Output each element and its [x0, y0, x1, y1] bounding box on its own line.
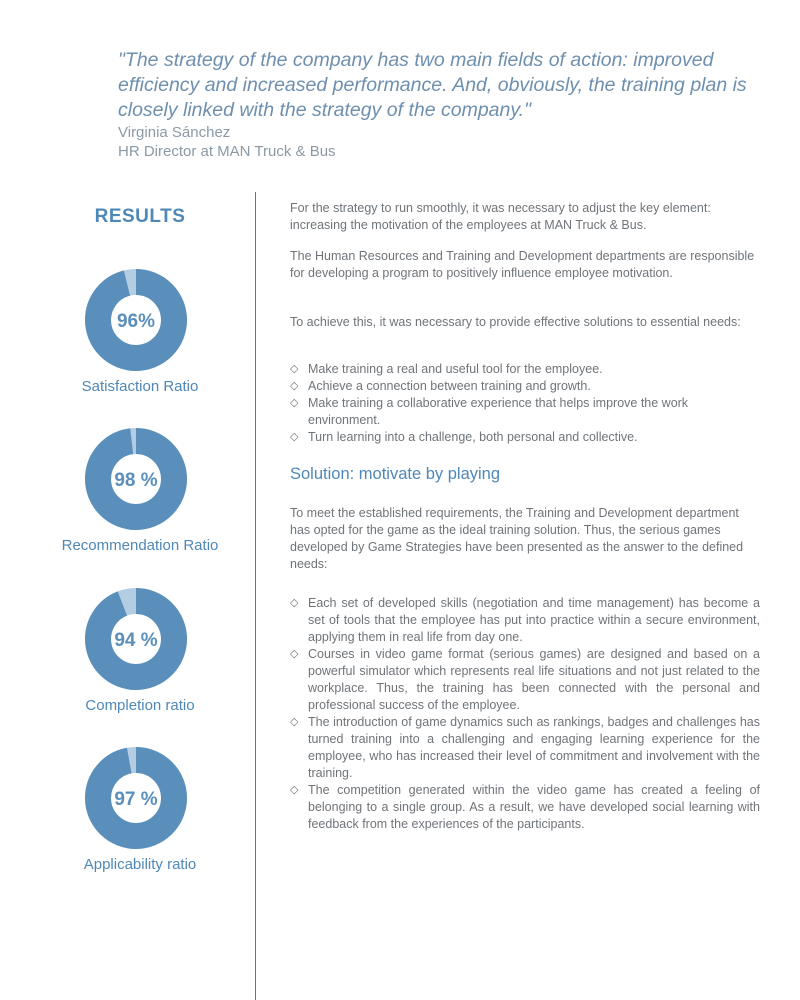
list-item: ◇ The introduction of game dynamics such as rankings, badges and challenges has turned training into a challenging and engaging learning experience for the employee, who has increased their level of commitment and involvement with the training. — [290, 715, 760, 780]
intro-paragraph-3 — [290, 314, 760, 331]
solution-intro-text: To meet the established requirements, the Training and Development department has opted for the game as the ideal training solution. Thus, the serious games developed by Game Strategies have been presented as the answer to the defined needs: — [290, 506, 744, 571]
diamond-bullet-icon: ◇ — [290, 784, 299, 796]
vertical-divider — [255, 192, 256, 1000]
diamond-bullet-icon: ◇ — [290, 397, 299, 409]
list-item: ◇ The competition generated within the video game has created a feeling of belonging to a single group. As a result, we have developed social learning with feedback from the experiences of the participants. — [290, 783, 760, 831]
intro-text-3: To achieve this, it was necessary to provide effective solutions to essential needs: — [290, 315, 741, 329]
list-item: ◇ Courses in video game format (serious games) are designed and based on a powerful simulator which represents real life situations and not just related to the workplace. Thus, the training has been connected with the personal and professional success of the employee. — [290, 647, 760, 712]
metric-label: Recommendation Ratio — [61, 537, 219, 554]
intro-paragraph-1 — [290, 200, 760, 234]
quote-block — [118, 48, 758, 161]
quote-text: "The strategy of the company has two main fields of action: improved efficiency and increased performance. And, obviously, the training plan is closely linked with the strategy of the company." — [118, 49, 747, 121]
list-item: ◇ Make training a collaborative experience that helps improve the work environment. — [290, 396, 689, 427]
completion-donut-chart — [84, 587, 188, 691]
list-item: ◇ Each set of developed skills (negotiation and time management) has become a set of tools that the employee has put into practice within a secure environment, applying them in real life from day one. — [290, 596, 760, 644]
donut-value-text: 96% — [116, 311, 156, 332]
results-title: RESULTS — [94, 206, 186, 227]
metric-label: Completion ratio — [85, 697, 195, 714]
diamond-bullet-icon: ◇ — [290, 648, 299, 660]
list-item: ◇ Turn learning into a challenge, both personal and collective. — [290, 430, 638, 444]
list-item: ◇ Make training a real and useful tool for the employee. — [290, 362, 603, 376]
recommendation-donut-chart — [84, 427, 188, 531]
diamond-bullet-icon: ◇ — [290, 363, 299, 375]
diamond-bullet-icon: ◇ — [290, 597, 299, 609]
applicability-donut-chart — [84, 746, 188, 850]
quote-author: Virginia Sánchez — [118, 124, 231, 141]
intro-paragraph-2 — [290, 248, 760, 282]
donut-value-text: 97 % — [114, 789, 158, 810]
diamond-bullet-icon: ◇ — [290, 716, 299, 728]
satisfaction-donut-chart — [84, 268, 188, 372]
donut-value-text: 98 % — [114, 470, 158, 491]
list-item: ◇ Achieve a connection between training and growth. — [290, 379, 591, 393]
needs-list — [290, 361, 720, 446]
intro-text-1: For the strategy to run smoothly, it was necessary to adjust the key element: increasing the motivation of the employees at MAN Truck & Bus. — [290, 201, 711, 232]
solution-points-list — [290, 595, 760, 833]
metric-label: Applicability ratio — [83, 856, 197, 873]
quote-role: HR Director at MAN Truck & Bus — [118, 143, 336, 160]
metric-label: Satisfaction Ratio — [81, 378, 199, 395]
diamond-bullet-icon: ◇ — [290, 380, 299, 392]
solution-heading: Solution: motivate by playing — [290, 465, 501, 483]
donut-value-text: 94 % — [114, 630, 158, 651]
diamond-bullet-icon: ◇ — [290, 431, 299, 443]
solution-intro — [290, 505, 760, 573]
intro-text-2: The Human Resources and Training and Development departments are responsible for developing a program to positively influence employee motivation. — [290, 249, 755, 280]
